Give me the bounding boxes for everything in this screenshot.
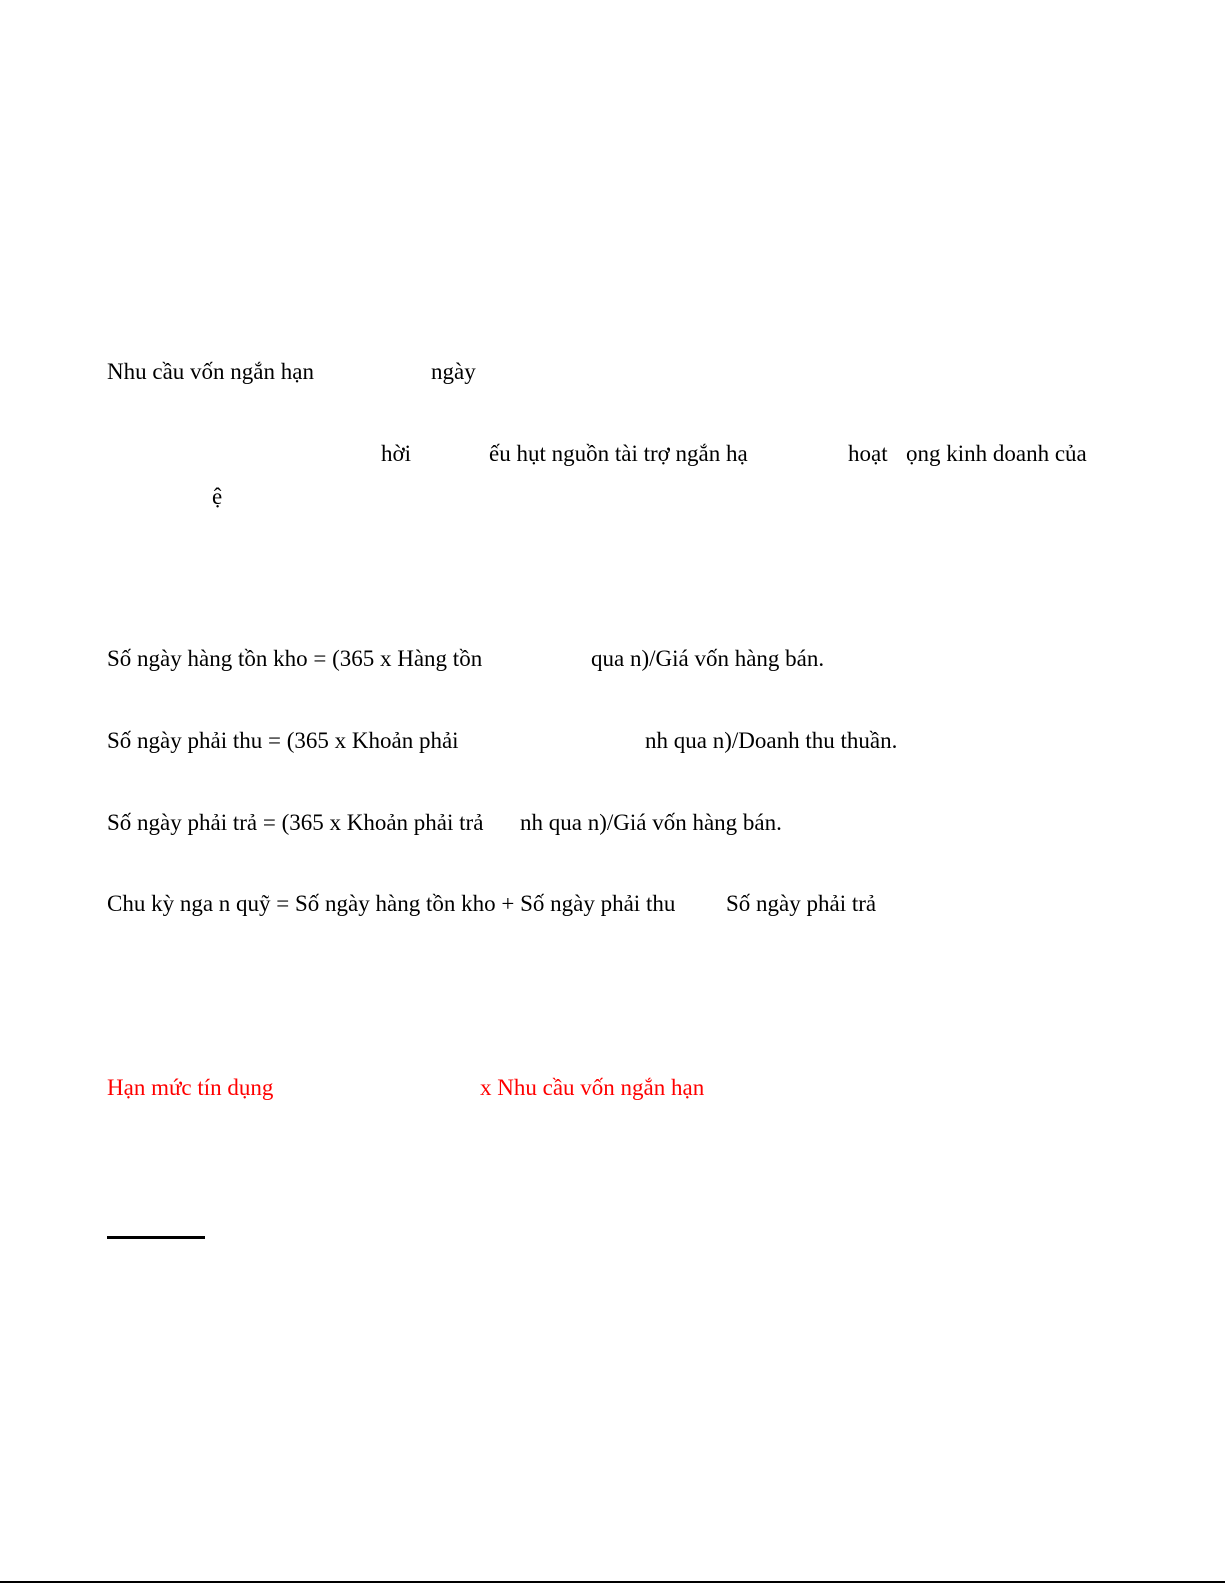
credit-limit-formula-tail: x Nhu cầu vốn ngắn hạn — [480, 1075, 705, 1100]
line-fragment-funding-shortfall: ếu hụt nguồn tài trợ ngắn hạ — [489, 441, 748, 466]
line-fragment-business-activity: ọng kinh doanh của — [906, 441, 1087, 466]
formula-payable-days-tail: nh qua n)/Giá vốn hàng bán. — [520, 810, 782, 835]
formula-inventory-days: Số ngày hàng tồn kho = (365 x Hàng tồn — [107, 646, 483, 671]
line-short-term-capital-need: Nhu cầu vốn ngắn hạn — [107, 359, 314, 384]
section-divider — [107, 1236, 205, 1239]
formula-receivable-days: Số ngày phải thu = (365 x Khoản phải — [107, 728, 459, 753]
formula-payable-days: Số ngày phải trả = (365 x Khoản phải trả — [107, 810, 484, 835]
line-fragment-hoat: hoạt — [848, 441, 888, 466]
line-fragment-e: ệ — [212, 484, 223, 509]
formula-cash-cycle: Chu kỳ nga n quỹ = Số ngày hàng tồn kho + Số ngày phải thu — [107, 891, 676, 916]
line-short-term-capital-need-days: ngày — [431, 359, 476, 384]
page-bottom-border — [0, 1581, 1225, 1583]
credit-limit-label: Hạn mức tín dụng — [107, 1075, 274, 1100]
formula-receivable-days-tail: nh qua n)/Doanh thu thuần. — [645, 728, 898, 753]
formula-inventory-days-tail: qua n)/Giá vốn hàng bán. — [591, 646, 825, 671]
formula-cash-cycle-tail: Số ngày phải trả — [726, 891, 877, 916]
line-fragment-hoi: hời — [381, 441, 412, 466]
